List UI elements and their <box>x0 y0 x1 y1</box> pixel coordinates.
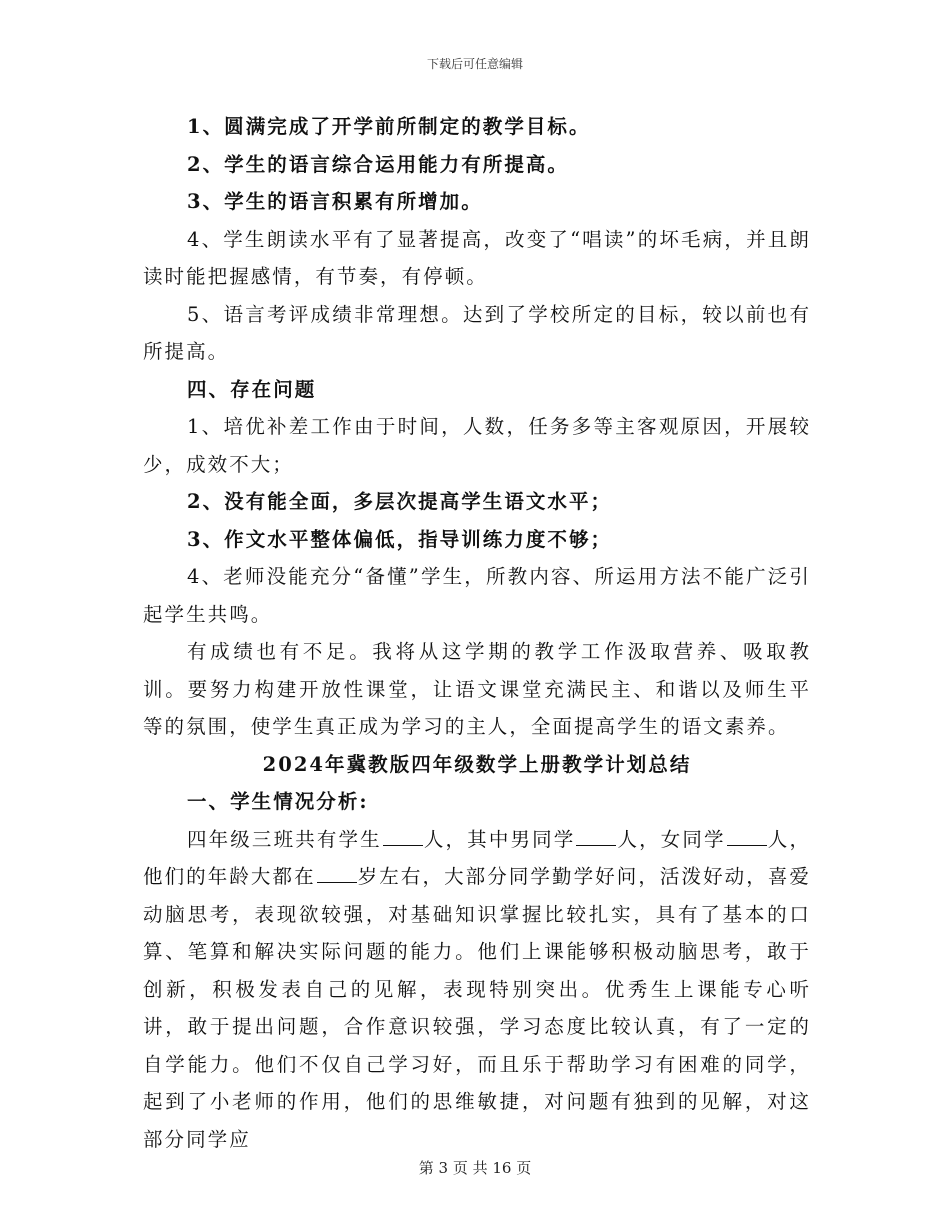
header-note: 下载后可任意编辑 <box>426 57 523 71</box>
problem-item-4: 4、老师没能充分“备懂”学生，所教内容、所运用方法不能广泛引起学生共鸣。 <box>143 565 811 626</box>
analysis-text-b: 人，其中男同学 <box>423 827 576 851</box>
document-body <box>143 108 811 1158</box>
blank-male-students <box>576 827 616 846</box>
result-item-3: 3、学生的语言积累有所增加。 <box>187 190 483 213</box>
section-heading-problems: 四、存在问题 <box>187 377 317 401</box>
result-item-4: 4、学生朗读水平有了显著提高，改变了“唱读”的坏毛病，并且朗读时能把握感情，有节奏，有停顿。 <box>143 227 811 288</box>
section-heading-student-analysis: 一、学生情况分析: <box>187 790 369 813</box>
conclusion-paragraph: 有成绩也有不足。我将从这学期的教学工作汲取营养、吸取教训。要努力构建开放性课堂，让语文课堂充满民主、和谐以及师生平等的氛围，使学生真正成为学习的主人，全面提高学生的语文素养。 <box>143 640 811 738</box>
problem-item-3: 3、作文水平整体偏低，指导训练力度不够； <box>187 527 613 551</box>
blank-total-students <box>383 827 423 846</box>
analysis-text-c: 人，女同学 <box>617 827 726 851</box>
page-footer: 第 3 页 共 16 页 <box>418 1159 532 1177</box>
problem-item-2: 2、没有能全面，多层次提高学生语文水平； <box>187 490 613 513</box>
result-item-2: 2、学生的语言综合运用能力有所提高。 <box>187 152 569 176</box>
document-title: 2024年冀教版四年级数学上册教学计划总结 <box>262 752 692 776</box>
analysis-text-e: 岁左右，大部分同学勤学好问，活泼好动，喜爱动脑思考，表现欲较强，对基础知识掌握比较扎实，具有了基本的口算、笔算和解决实际问题的能力。他们上课能够积极动脑思考，敢于创新，积极发表自己的见解，表现特别突出。优秀生上课能专心听讲，敢于提出问题，合作意识较强，学习态度比较认真，有了一定的自学能力。他们不仅自己学习好，而且乐于帮助学习有困难的同学，起到了小老师的作用，他们的思维敏捷，对问题有独到的见解，对这部分同学应 <box>143 865 811 1151</box>
result-item-1: 1、圆满完成了开学前所制定的教学目标。 <box>187 115 591 138</box>
analysis-text-d: 人，他们的年龄大都在 <box>143 827 811 888</box>
blank-age <box>317 864 357 883</box>
blank-female-students <box>727 827 767 846</box>
student-analysis-paragraph <box>143 821 811 1159</box>
result-item-5: 5、语言考评成绩非常理想。达到了学校所定的目标，较以前也有所提高。 <box>143 302 811 363</box>
problem-item-1: 1、培优补差工作由于时间，人数，任务多等主客观原因，开展较少，成效不大； <box>143 415 811 476</box>
analysis-text-a: 四年级三班共有学生 <box>187 827 382 851</box>
